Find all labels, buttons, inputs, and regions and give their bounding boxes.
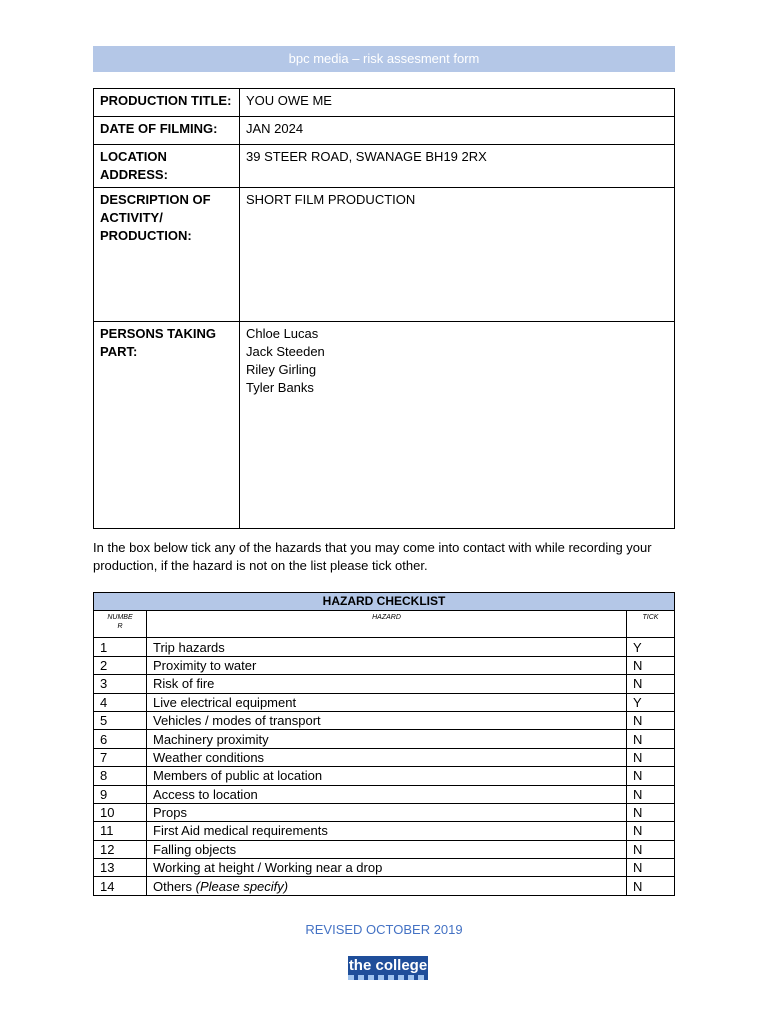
date-label: DATE OF FILMING: [94,117,240,145]
column-header-hazard: HAZARD [147,611,627,638]
hazard-number: 6 [94,730,147,748]
location-label: LOCATION ADDRESS: [94,145,240,188]
hazard-row [94,803,675,821]
hazard-number: 10 [94,803,147,821]
college-logo-text: the college [348,957,428,974]
row-location [94,145,675,188]
hazard-tick: N [627,767,675,785]
production-info-table [93,88,675,529]
hazard-description: Proximity to water [147,656,627,674]
hazard-description: Access to location [147,785,627,803]
hazard-number: 7 [94,748,147,766]
hazard-row [94,693,675,711]
hazard-number: 5 [94,711,147,729]
hazard-tick: N [627,822,675,840]
hazard-description: Live electrical equipment [147,693,627,711]
hazard-description: Trip hazards [147,638,627,656]
row-description [94,188,675,322]
hazard-checklist-table [93,592,675,896]
description-value: SHORT FILM PRODUCTION [240,188,675,322]
hazard-number: 14 [94,877,147,895]
row-date-of-filming [94,117,675,145]
form-title-banner: bpc media – risk assesment form [93,46,675,72]
hazard-row [94,748,675,766]
hazard-number: 12 [94,840,147,858]
person-name: Riley Girling [246,362,317,377]
person-name: Tyler Banks [246,380,314,395]
checklist-instructions: In the box below tick any of the hazards that you may come into contact with while recording your production, if the hazard is not on the list please tick other. [93,540,652,573]
hazard-description: Props [147,803,627,821]
person-name: Jack Steeden [246,344,325,359]
hazard-description: Members of public at location [147,767,627,785]
hazard-description: Falling objects [147,840,627,858]
person-name: Chloe Lucas [246,326,319,341]
hazard-description: Others (Please specify) [147,877,627,895]
hazard-tick: N [627,730,675,748]
hazard-rows [94,638,675,895]
hazard-row [94,767,675,785]
hazard-tick: N [627,785,675,803]
hazard-description: Vehicles / modes of transport [147,711,627,729]
hazard-tick: Y [627,638,675,656]
location-value: 39 STEER ROAD, SWANAGE BH19 2RX [240,145,675,188]
hazard-tick: N [627,748,675,766]
hazard-title-row [94,593,675,611]
hazard-row [94,730,675,748]
production-title-value: YOU OWE ME [240,89,675,117]
hazard-description: Risk of fire [147,675,627,693]
hazard-column-headers [94,611,675,638]
hazard-tick: Y [627,693,675,711]
hazard-number: 13 [94,859,147,877]
hazard-row [94,785,675,803]
hazard-tick: N [627,877,675,895]
hazard-row [94,859,675,877]
column-header-number: NUMBER [94,611,147,638]
row-production-title [94,89,675,117]
hazard-row [94,675,675,693]
persons-label: PERSONS TAKING PART: [94,322,240,529]
hazard-tick: N [627,656,675,674]
logo-wave [348,975,428,980]
hazard-description: First Aid medical requirements [147,822,627,840]
hazard-row [94,822,675,840]
hazard-description: Working at height / Working near a drop [147,859,627,877]
date-value: JAN 2024 [240,117,675,145]
hazard-number: 3 [94,675,147,693]
hazard-tick: N [627,840,675,858]
hazard-tick: N [627,803,675,821]
college-logo [348,956,428,980]
hazard-number: 11 [94,822,147,840]
hazard-description: Weather conditions [147,748,627,766]
hazard-number: 9 [94,785,147,803]
hazard-row [94,877,675,895]
hazard-row [94,656,675,674]
row-persons [94,322,675,529]
hazard-tick: N [627,711,675,729]
hazard-row [94,638,675,656]
hazard-checklist-title: HAZARD CHECKLIST [94,593,675,611]
hazard-number: 2 [94,656,147,674]
hazard-description: Machinery proximity [147,730,627,748]
revised-date: REVISED OCTOBER 2019 [305,922,463,937]
hazard-tick: N [627,675,675,693]
hazard-number: 4 [94,693,147,711]
description-label: DESCRIPTION OF ACTIVITY/ PRODUCTION: [94,188,240,322]
hazard-row [94,840,675,858]
persons-list [240,322,675,529]
hazard-row [94,711,675,729]
production-title-label: PRODUCTION TITLE: [94,89,240,117]
hazard-note: (Please specify) [195,878,289,894]
column-header-tick: TICK [627,611,675,638]
hazard-tick: N [627,859,675,877]
hazard-number: 1 [94,638,147,656]
hazard-number: 8 [94,767,147,785]
